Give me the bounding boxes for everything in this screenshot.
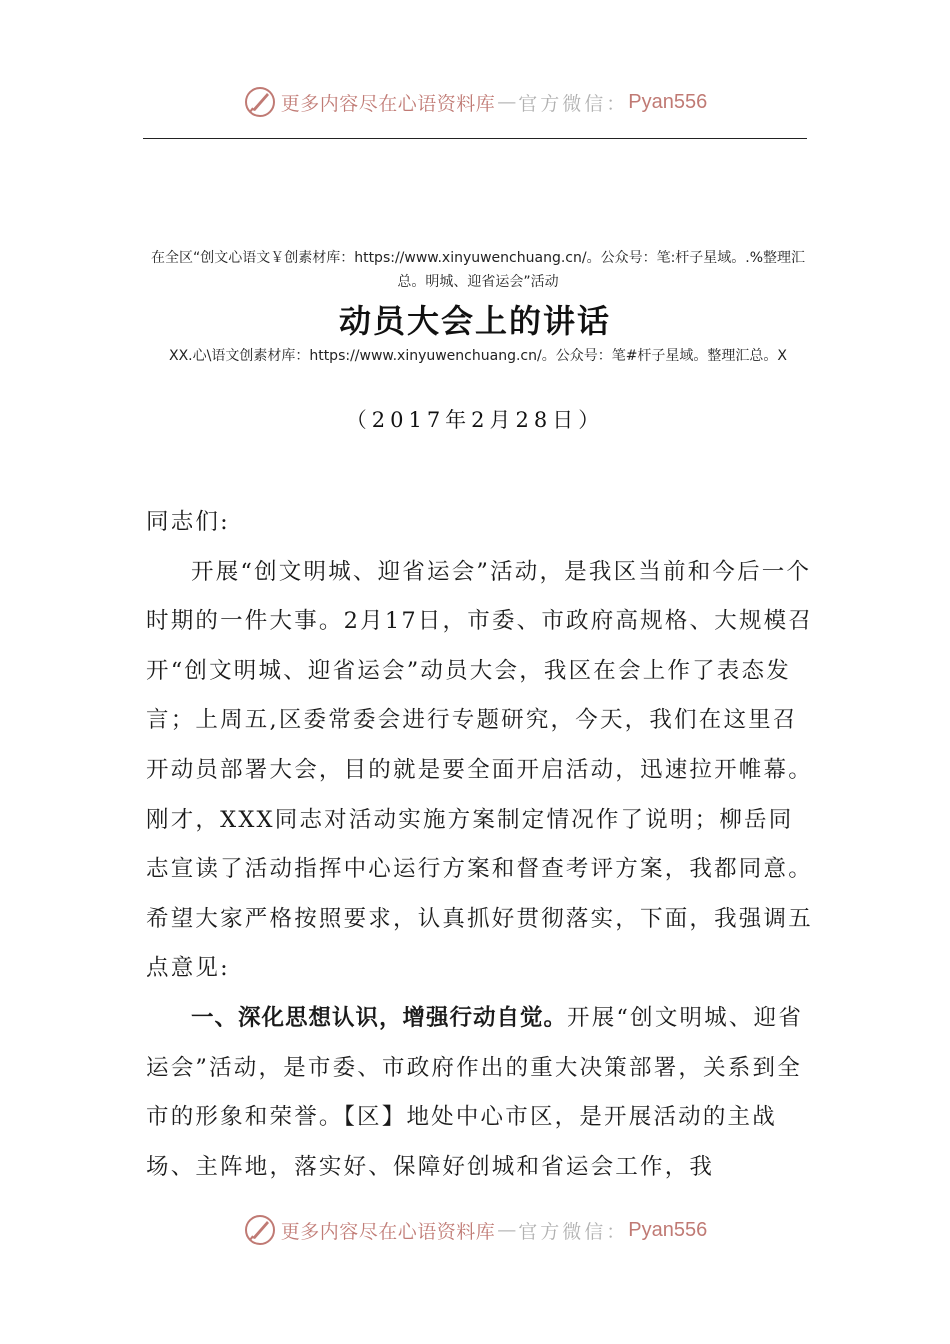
paragraph-intro: 开展“创文明城、迎省运会”活动，是我区当前和今后一个时期的一件大事。2月17日，市委、市政府高规格、大规模召开“创文明城、迎省运会”动员大会，我区在会上作了表态发言；上周五,区委常委会进行专题研究，今天，我们在这里召开动员部署大会，目的就是要全面开启活动，迅速拉开帷幕。刚才，XXX同志对活动实施方案制定情况作了说明；柳岳同志宣读了活动指挥中心运行方案和督查考评方案，我都同意。希望大家严格按照要求，认真抓好贯彻落实，下面，我强调五点意见: (146, 558, 814, 982)
section-1-heading: 一、深化思想认识，增强行动自觉。 (191, 1004, 568, 1031)
header-divider (143, 138, 807, 139)
banner-wechat-id: Pyan556 (628, 90, 708, 113)
document-body (146, 498, 814, 1192)
paragraph-section-1 (146, 994, 814, 1192)
footer-banner (0, 1210, 950, 1250)
quill-pen-logo-icon (243, 1213, 277, 1247)
speech-date: （2017年2月28日） (345, 408, 605, 432)
banner-text-main: 更多内容尽在心语资料库 (280, 92, 496, 115)
banner-text-official: 官方微信： (518, 92, 629, 115)
footer-banner-wechat-id: Pyan556 (628, 1218, 708, 1241)
banner-separator: — (497, 91, 517, 113)
header-banner (0, 82, 950, 122)
footer-banner-text-official: 官方微信： (518, 1220, 629, 1243)
note-above-title: 在全区“创文心语文￥创素材库：https://www.xinyuwenchuang.cn/。公众号：笔:杆子星域。.%整理汇总。明城、迎省运会”活动 (150, 250, 806, 290)
page-title: 动员大会上的讲话 (338, 302, 611, 340)
salutation: 同志们: (146, 509, 230, 535)
section-1-text: 开展“创文明城、迎省运会”活动，是市委、市政府作出的重大决策部署，关系到全市的形象和荣誉。【区】地处中心市区，是开展活动的主战场、主阵地，落实好、保障好创城和省运会工作，我 (146, 1004, 804, 1180)
note-under-title: XX.心\语文创素材库：https://www.xinyuwenchuang.cn/。公众号：笔#杆子星域。整理汇总。X (168, 348, 788, 364)
footer-banner-text-main: 更多内容尽在心语资料库 (280, 1220, 496, 1243)
quill-pen-logo-icon (243, 85, 277, 119)
footer-banner-separator: — (497, 1219, 517, 1241)
